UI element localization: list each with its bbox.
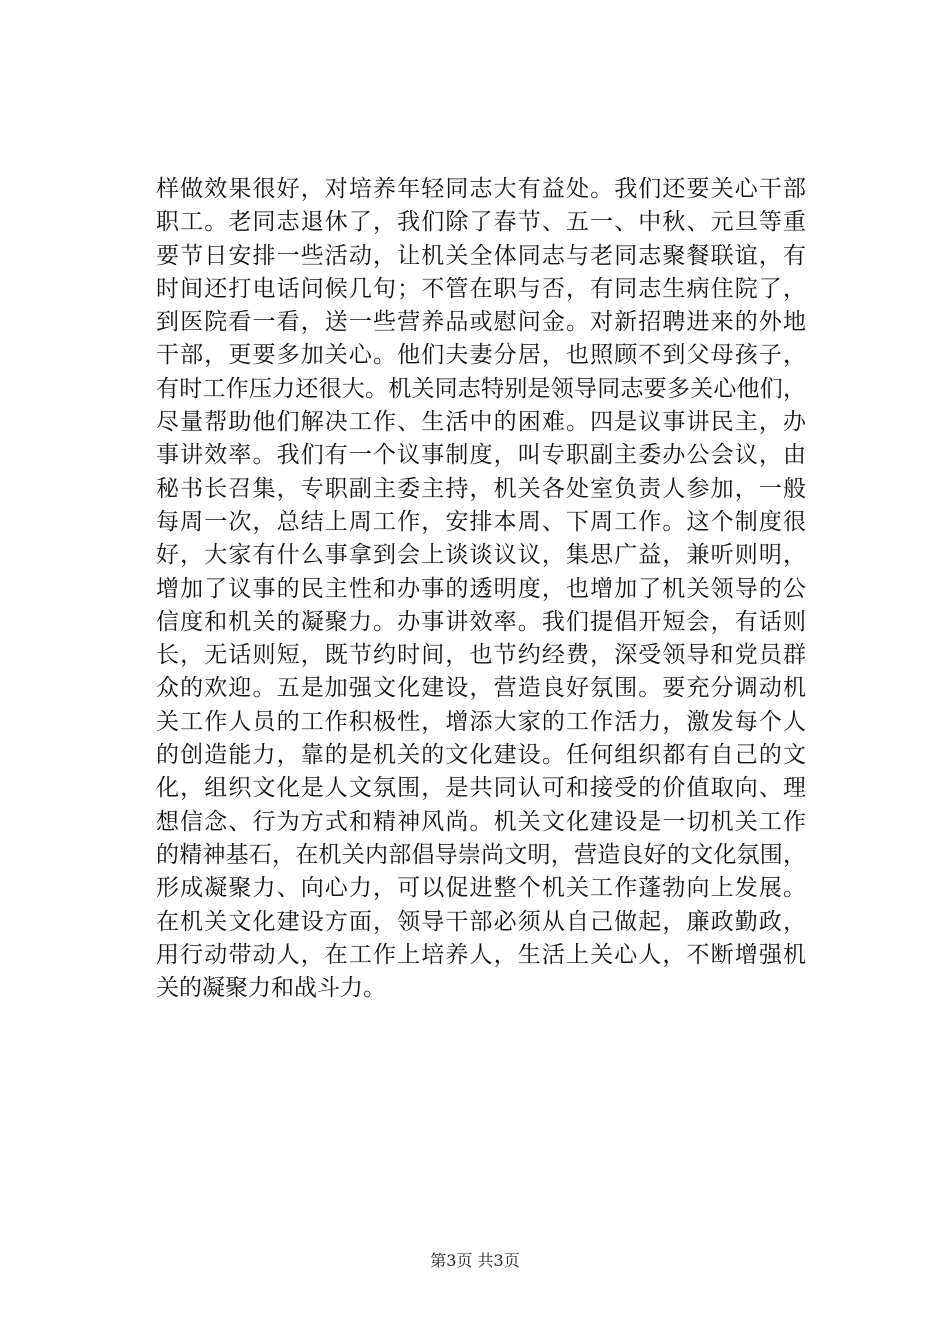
text-line: 的精神基石，在机关内部倡导崇尚文明，营造良好的文化氛围， [156, 841, 806, 868]
text-line: 时间还打电话问候几句；不管在职与否，有同志生病住院了， [156, 275, 806, 302]
text-line: 众的欢迎。五是加强文化建设，营造良好氛围。要充分调动机 [156, 675, 806, 702]
text-line: 长，无话则短，既节约时间，也节约经费，深受领导和党员群 [156, 642, 806, 669]
text-line: 有时工作压力还很大。机关同志特别是领导同志要多关心他们， [156, 375, 806, 402]
body-paragraph [156, 173, 806, 1005]
text-line: 要节日安排一些活动，让机关全体同志与老同志聚餐联谊，有 [156, 242, 806, 269]
text-line: 好，大家有什么事拿到会上谈谈议议，集思广益，兼听则明， [156, 542, 806, 569]
text-line: 在机关文化建设方面，领导干部必须从自己做起，廉政勤政， [156, 908, 806, 935]
text-line: 化，组织文化是人文氛围，是共同认可和接受的价值取向、理 [156, 775, 806, 802]
text-line: 关工作人员的工作积极性，增添大家的工作活力，激发每个人 [156, 708, 806, 735]
text-line: 干部，更要多加关心。他们夫妻分居，也照顾不到父母孩子， [156, 342, 806, 369]
text-line: 样做效果很好，对培养年轻同志大有益处。我们还要关心干部 [156, 176, 806, 202]
text-line: 尽量帮助他们解决工作、生活中的困难。四是议事讲民主，办 [156, 409, 806, 436]
text-line: 每周一次，总结上周工作，安排本周、下周工作。这个制度很 [156, 508, 806, 535]
text-line: 用行动带动人，在工作上培养人，生活上关心人，不断增强机 [156, 941, 806, 968]
text-line: 事讲效率。我们有一个议事制度，叫专职副主委办公会议，由 [156, 442, 806, 469]
text-line: 想信念、行为方式和精神风尚。机关文化建设是一切机关工作 [156, 808, 806, 835]
text-line: 秘书长召集，专职副主委主持，机关各处室负责人参加，一般 [156, 475, 806, 502]
text-line: 关的凝聚力和战斗力。 [156, 975, 386, 1002]
text-line: 的创造能力，靠的是机关的文化建设。任何组织都有自己的文 [156, 742, 806, 769]
text-line: 增加了议事的民主性和办事的透明度，也增加了机关领导的公 [156, 575, 806, 602]
text-line: 到医院看一看，送一些营养品或慰问金。对新招聘进来的外地 [156, 309, 806, 336]
page-footer: 第3页 共3页 [430, 1251, 520, 1270]
text-line: 形成凝聚力、向心力，可以促进整个机关工作蓬勃向上发展。 [156, 875, 806, 902]
text-line: 信度和机关的凝聚力。办事讲效率。我们提倡开短会，有话则 [156, 608, 806, 635]
text-line: 职工。老同志退休了，我们除了春节、五一、中秋、元旦等重 [156, 209, 806, 236]
